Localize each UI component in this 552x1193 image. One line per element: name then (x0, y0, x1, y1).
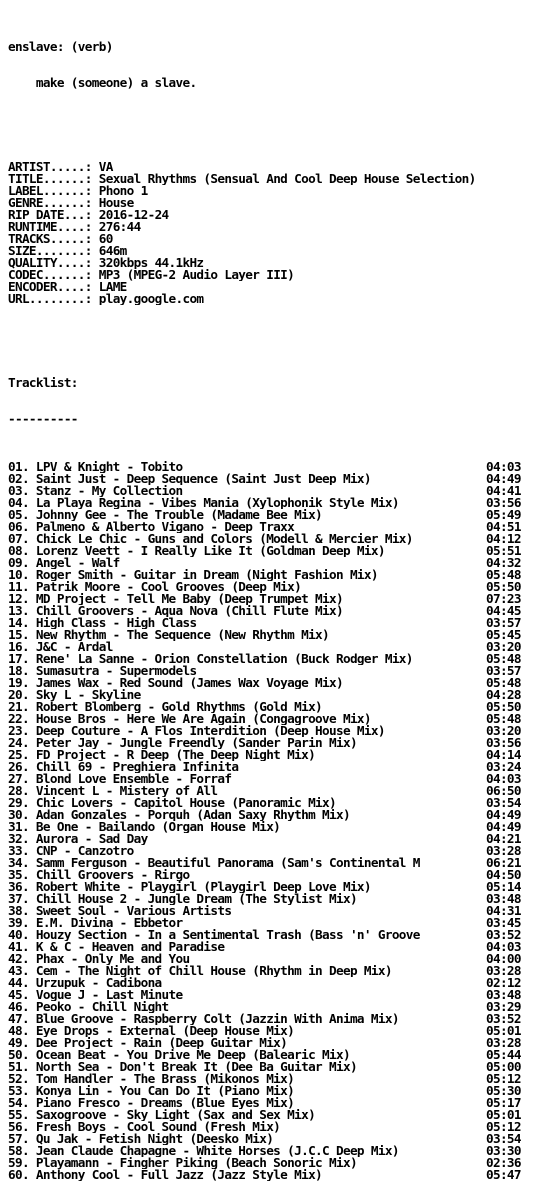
track-title: 48. Eye Drops - External (Deep House Mix) (8, 1025, 295, 1037)
track-title: 10. Roger Smith - Guitar in Dream (Night Fashion Mix) (8, 569, 378, 581)
meta-value: 646m (98, 245, 127, 257)
track-title: 47. Blue Groove - Raspberry Colt (Jazzin With Anima Mix) (8, 1013, 399, 1025)
track-row (8, 989, 548, 1001)
track-duration: 04:21 (486, 833, 521, 845)
track-row (8, 677, 548, 689)
track-duration: 03:52 (486, 929, 521, 941)
tracklist (8, 461, 548, 1181)
track-row (8, 1061, 548, 1073)
track-duration: 03:20 (486, 725, 521, 737)
track-duration: 03:30 (486, 1145, 521, 1157)
meta-value: 2016-12-24 (98, 209, 169, 221)
track-title: 45. Vogue J - Last Minute (8, 989, 183, 1001)
track-duration: 04:28 (486, 689, 521, 701)
track-duration: 05:12 (486, 1121, 521, 1133)
track-title: 29. Chic Lovers - Capitol House (Panoramic Mix) (8, 797, 336, 809)
track-duration: 05:51 (486, 545, 521, 557)
tracklist-underline: ---------- (8, 413, 78, 425)
track-title: 58. Jean Claude Chapagne - White Horses (J.C.C Deep Mix) (8, 1145, 399, 1157)
meta-value: MP3 (MPEG-2 Audio Layer III) (98, 269, 295, 281)
track-duration: 02:12 (486, 977, 521, 989)
track-row (8, 1133, 548, 1145)
track-row (8, 1001, 548, 1013)
track-duration: 03:24 (486, 761, 521, 773)
track-title: 41. K & C - Heaven and Paradise (8, 941, 225, 953)
track-duration: 05:12 (486, 1073, 521, 1085)
track-duration: 05:01 (486, 1025, 521, 1037)
track-title: 15. New Rhythm - The Sequence (New Rhythm Mix) (8, 629, 330, 641)
track-title: 53. Konya Lin - You Can Do It (Piano Mix) (8, 1085, 295, 1097)
track-title: 18. Sumasutra - Supermodels (8, 665, 197, 677)
track-row (8, 785, 548, 797)
track-row (8, 1121, 548, 1133)
track-row (8, 593, 548, 605)
track-row (8, 1109, 548, 1121)
track-title: 52. Tom Handler - The Brass (Mikonos Mix) (8, 1073, 295, 1085)
track-row (8, 941, 548, 953)
track-title: 38. Sweet Soul - Various Artists (8, 905, 232, 917)
track-duration: 03:28 (486, 965, 521, 977)
track-title: 37. Chill House 2 - Jungle Dream (The Stylist Mix) (8, 893, 357, 905)
track-row (8, 833, 548, 845)
track-row (8, 641, 548, 653)
track-duration: 04:51 (486, 521, 521, 533)
track-row (8, 809, 548, 821)
track-duration: 06:21 (486, 857, 521, 869)
track-title: 12. MD Project - Tell Me Baby (Deep Trumpet Mix) (8, 593, 343, 605)
track-title: 39. E.M. Divina - Ebbetor (8, 917, 183, 929)
track-title: 34. Samm Ferguson - Beautiful Panorama (Sam's Continental M (8, 857, 420, 869)
track-title: 33. CNP - Canzotro (8, 845, 134, 857)
track-duration: 05:48 (486, 713, 521, 725)
track-duration: 03:57 (486, 617, 521, 629)
track-row (8, 1037, 548, 1049)
track-duration: 04:49 (486, 821, 521, 833)
track-row (8, 1013, 548, 1025)
track-title: 04. La Playa Regina - Vibes Mania (Xylophonik Style Mix) (8, 497, 399, 509)
track-row (8, 701, 548, 713)
definition-line: enslave: (verb) (8, 41, 113, 53)
track-row (8, 725, 548, 737)
track-row (8, 1157, 548, 1169)
track-title: 59. Playamann - Fingher Piking (Beach Sonoric Mix) (8, 1157, 357, 1169)
track-title: 56. Fresh Boys - Cool Sound (Fresh Mix) (8, 1121, 281, 1133)
track-title: 26. Chill 69 - Preghiera Infinita (8, 761, 239, 773)
track-row (8, 917, 548, 929)
track-row (8, 617, 548, 629)
track-title: 27. Blond Love Ensemble - Forraf (8, 773, 232, 785)
track-row (8, 665, 548, 677)
track-row (8, 965, 548, 977)
track-duration: 04:50 (486, 869, 521, 881)
track-duration: 04:03 (486, 461, 521, 473)
track-title: 23. Deep Couture - A Flos Interdition (Deep House Mix) (8, 725, 385, 737)
track-title: 35. Chill Groovers - Rirgo (8, 869, 190, 881)
track-title: 11. Patrik Moore - Cool Grooves (Deep Mix) (8, 581, 302, 593)
track-row (8, 905, 548, 917)
track-duration: 04:31 (486, 905, 521, 917)
track-duration: 04:03 (486, 773, 521, 785)
track-title: 01. LPV & Knight - Tobito (8, 461, 183, 473)
track-duration: 07:23 (486, 593, 521, 605)
meta-label: RIP DATE...: (8, 209, 99, 221)
track-duration: 05:14 (486, 881, 521, 893)
spacer (8, 341, 548, 353)
meta-label: URL........: (8, 293, 99, 305)
track-title: 54. Piano Fresco - Dreams (Blue Eyes Mix) (8, 1097, 295, 1109)
track-duration: 03:48 (486, 989, 521, 1001)
track-row (8, 473, 548, 485)
track-row (8, 821, 548, 833)
track-title: 36. Robert White - Playgirl (Playgirl Deep Love Mix) (8, 881, 371, 893)
track-title: 32. Aurora - Sad Day (8, 833, 148, 845)
track-row (8, 1097, 548, 1109)
meta-label: TRACKS.....: (8, 233, 99, 245)
meta-label: LABEL......: (8, 185, 99, 197)
release-metadata (8, 161, 548, 305)
track-duration: 04:45 (486, 605, 521, 617)
track-duration: 03:20 (486, 641, 521, 653)
track-duration: 03:57 (486, 665, 521, 677)
track-title: 25. FD Project - R Deep (The Deep Night Mix) (8, 749, 316, 761)
track-title: 40. Houzy Section - In a Sentimental Trash (Bass 'n' Groove (8, 929, 420, 941)
meta-value: Phono 1 (98, 185, 148, 197)
track-duration: 03:52 (486, 1013, 521, 1025)
track-duration: 05:48 (486, 677, 521, 689)
meta-label: CODEC......: (8, 269, 99, 281)
tracklist-heading: Tracklist: (8, 377, 78, 389)
track-duration: 05:00 (486, 1061, 521, 1073)
track-title: 16. J&C - Ardal (8, 641, 113, 653)
track-title: 51. North Sea - Don't Break It (Dee Ba Guitar Mix) (8, 1061, 357, 1073)
meta-row (8, 161, 548, 173)
track-title: 03. Stanz - My Collection (8, 485, 183, 497)
meta-label: GENRE......: (8, 197, 99, 209)
track-title: 22. House Bros - Here We Are Again (Congagroove Mix) (8, 713, 371, 725)
meta-value: House (98, 197, 134, 209)
meta-row (8, 209, 548, 221)
track-row (8, 1073, 548, 1085)
meta-row (8, 293, 548, 305)
track-row (8, 845, 548, 857)
spacer (8, 113, 548, 125)
track-row (8, 869, 548, 881)
meta-label: QUALITY....: (8, 257, 99, 269)
track-row (8, 857, 548, 869)
track-row (8, 893, 548, 905)
track-title: 43. Cem - The Night of Chill House (Rhythm in Deep Mix) (8, 965, 392, 977)
track-duration: 04:14 (486, 749, 521, 761)
track-title: 28. Vincent L - Mistery of All (8, 785, 218, 797)
track-title: 02. Saint Just - Deep Sequence (Saint Just Deep Mix) (8, 473, 371, 485)
track-row (8, 653, 548, 665)
track-duration: 03:54 (486, 1133, 521, 1145)
track-title: 17. Rene' La Sanne - Orion Constellation (Buck Rodger Mix) (8, 653, 413, 665)
track-row (8, 629, 548, 641)
track-duration: 04:32 (486, 557, 521, 569)
track-title: 09. Angel - Walf (8, 557, 120, 569)
track-title: 06. Palmeno & Alberto Vigano - Deep Traxx (8, 521, 295, 533)
track-duration: 03:45 (486, 917, 521, 929)
meta-label: RUNTIME....: (8, 221, 99, 233)
track-row (8, 929, 548, 941)
meta-value: play.google.com (98, 293, 204, 305)
meta-row (8, 233, 548, 245)
track-title: 50. Ocean Beat - You Drive Me Deep (Balearic Mix) (8, 1049, 350, 1061)
track-duration: 03:28 (486, 1037, 521, 1049)
track-row (8, 533, 548, 545)
track-duration: 04:12 (486, 533, 521, 545)
track-row (8, 569, 548, 581)
meta-row (8, 245, 548, 257)
meta-label: SIZE.......: (8, 245, 99, 257)
track-duration: 06:50 (486, 785, 521, 797)
meta-row (8, 173, 548, 185)
track-row (8, 749, 548, 761)
track-duration: 05:47 (486, 1169, 521, 1181)
track-title: 44. Urzupuk - Cadibona (8, 977, 162, 989)
meta-label: ARTIST.....: (8, 161, 99, 173)
track-row (8, 953, 548, 965)
track-title: 05. Johnny Gee - The Trouble (Madame Bee Mix) (8, 509, 323, 521)
track-duration: 05:48 (486, 569, 521, 581)
track-title: 24. Peter Jay - Jungle Freendly (Sander Parin Mix) (8, 737, 357, 749)
track-title: 57. Qu Jak - Fetish Night (Deesko Mix) (8, 1133, 274, 1145)
track-row (8, 497, 548, 509)
track-row (8, 797, 548, 809)
track-row (8, 761, 548, 773)
meta-row (8, 197, 548, 209)
track-duration: 03:56 (486, 497, 521, 509)
track-duration: 03:56 (486, 737, 521, 749)
track-row (8, 485, 548, 497)
track-row (8, 509, 548, 521)
track-duration: 05:48 (486, 653, 521, 665)
track-title: 21. Robert Blomberg - Gold Rhythms (Gold Mix) (8, 701, 323, 713)
track-title: 14. High Class - High Class (8, 617, 197, 629)
track-title: 46. Peoko - Chill Night (8, 1001, 169, 1013)
track-title: 30. Adan Gonzales - Porquh (Adan Saxy Rhythm Mix) (8, 809, 350, 821)
track-duration: 03:28 (486, 845, 521, 857)
track-row (8, 581, 548, 593)
track-row (8, 545, 548, 557)
track-row (8, 1169, 548, 1181)
track-title: 31. Be One - Bailando (Organ House Mix) (8, 821, 281, 833)
track-row (8, 1085, 548, 1097)
meta-row (8, 257, 548, 269)
track-duration: 05:17 (486, 1097, 521, 1109)
meta-row (8, 281, 548, 293)
track-duration: 05:01 (486, 1109, 521, 1121)
track-duration: 05:50 (486, 581, 521, 593)
track-title: 19. James Wax - Red Sound (James Wax Voyage Mix) (8, 677, 343, 689)
meta-row (8, 185, 548, 197)
track-duration: 04:03 (486, 941, 521, 953)
track-duration: 04:49 (486, 473, 521, 485)
track-duration: 05:49 (486, 509, 521, 521)
track-duration: 05:45 (486, 629, 521, 641)
track-title: 07. Chick Le Chic - Guns and Colors (Modell & Mercier Mix) (8, 533, 413, 545)
track-duration: 03:54 (486, 797, 521, 809)
meta-label: TITLE......: (8, 173, 99, 185)
track-duration: 05:50 (486, 701, 521, 713)
track-row (8, 689, 548, 701)
track-row (8, 1025, 548, 1037)
track-duration: 05:44 (486, 1049, 521, 1061)
meta-value: Sexual Rhythms (Sensual And Cool Deep House Selection) (98, 173, 476, 185)
track-row (8, 977, 548, 989)
track-row (8, 521, 548, 533)
meta-row (8, 221, 548, 233)
track-title: 55. Saxogroove - Sky Light (Sax and Sex Mix) (8, 1109, 316, 1121)
track-row (8, 605, 548, 617)
track-title: 49. Dee Project - Rain (Deep Guitar Mix) (8, 1037, 288, 1049)
track-title: 42. Phax - Only Me and You (8, 953, 190, 965)
track-duration: 05:30 (486, 1085, 521, 1097)
track-row (8, 1145, 548, 1157)
track-duration: 04:49 (486, 809, 521, 821)
meta-value: VA (98, 161, 113, 173)
track-title: 60. Anthony Cool - Full Jazz (Jazz Style Mix) (8, 1169, 323, 1181)
definition-text: make (someone) a slave. (8, 77, 197, 89)
meta-value: LAME (98, 281, 127, 293)
meta-label: ENCODER....: (8, 281, 99, 293)
track-duration: 03:48 (486, 893, 521, 905)
track-row (8, 881, 548, 893)
track-row (8, 773, 548, 785)
track-row (8, 461, 548, 473)
meta-value: 60 (98, 233, 113, 245)
nfo-document (8, 17, 548, 1193)
track-title: 20. Sky L - Skyline (8, 689, 141, 701)
meta-value: 276:44 (98, 221, 141, 233)
meta-value: 320kbps 44.1kHz (98, 257, 204, 269)
track-row (8, 713, 548, 725)
track-duration: 04:41 (486, 485, 521, 497)
track-duration: 03:29 (486, 1001, 521, 1013)
track-duration: 04:00 (486, 953, 521, 965)
meta-row (8, 269, 548, 281)
track-title: 13. Chill Groovers - Aqua Nova (Chill Flute Mix) (8, 605, 343, 617)
track-row (8, 737, 548, 749)
track-row (8, 1049, 548, 1061)
track-row (8, 557, 548, 569)
track-duration: 02:36 (486, 1157, 521, 1169)
track-title: 08. Lorenz Veett - I Really Like It (Goldman Deep Mix) (8, 545, 385, 557)
